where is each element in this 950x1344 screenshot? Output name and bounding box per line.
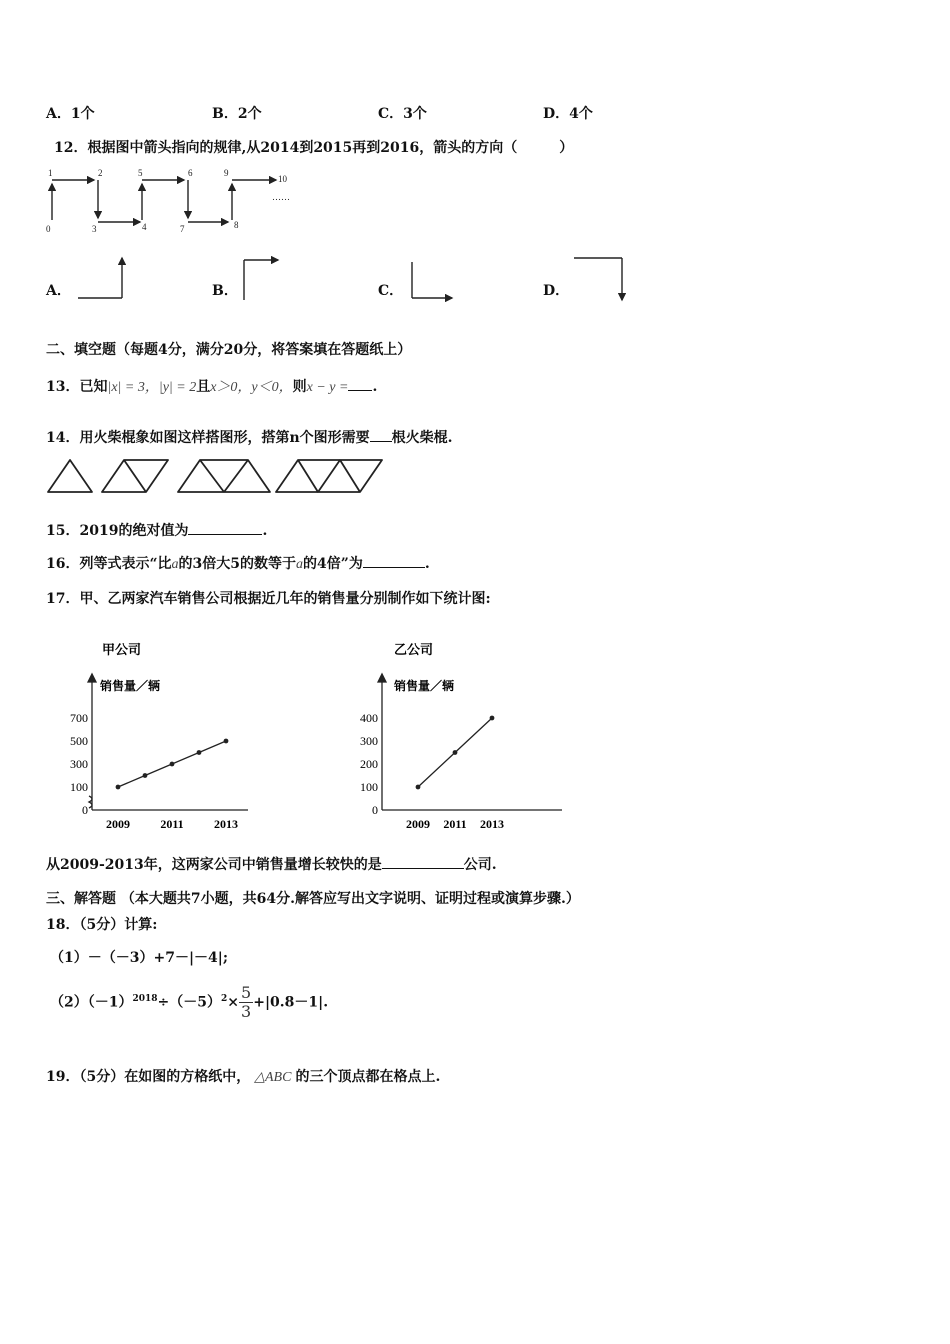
x-tick-label: 2011 (160, 817, 184, 831)
q19 (46, 1066, 440, 1086)
q14-n: n (289, 430, 300, 446)
answer-blank (188, 522, 262, 535)
chart-ylabel: 销售量／辆 (100, 679, 161, 693)
fig-label: 6 (188, 168, 193, 178)
option-a: A．1个 (46, 106, 95, 122)
q19-triangle: △ABC (254, 1070, 292, 1085)
q12-option-c-figure (404, 258, 460, 306)
q16-text: 16．列等式表示“比 (46, 556, 172, 572)
y-tick-label: 300 (360, 734, 378, 748)
q18-part2-text: × (227, 994, 240, 1011)
q18-part2-text: （2）（－1） (50, 994, 133, 1011)
q16 (46, 553, 430, 573)
q13-prefix: 13．已知 (46, 379, 108, 395)
q17-followup-text: 从2009-2013年，这两家公司中销售量增长较快的是 (46, 857, 382, 873)
q13-condition-1: |x| = 3，|y| = 2 (107, 380, 197, 395)
q16-var-a: a (296, 557, 304, 572)
fig-label: …… (272, 192, 290, 202)
q16-text: 的4倍”为 (303, 556, 363, 572)
y-tick-label: 200 (360, 757, 378, 771)
y-tick-label: 500 (70, 734, 88, 748)
data-point (143, 773, 148, 778)
y-tick-label: 100 (360, 780, 378, 794)
y-tick-label: 0 (372, 803, 378, 817)
section2-title: 二、填空题（每题4分，满分20分，将答案填在答题纸上） (46, 342, 412, 358)
q12-option-d-label: D． (543, 283, 570, 299)
fig-label: 10 (278, 174, 287, 184)
y-axis-arrow (378, 674, 386, 682)
q14 (46, 427, 453, 447)
fig-label: 7 (180, 224, 185, 234)
chart-jia-company (58, 636, 268, 836)
chart-title: 甲公司 (102, 642, 142, 657)
q18-part1: （1）－（－3）+7－|－4|; (50, 950, 229, 966)
fig-label: 5 (138, 168, 143, 178)
q18-part2-text: +|0.8－1|. (253, 994, 329, 1011)
y-axis-arrow (88, 674, 96, 682)
option-c: C．3个 (378, 106, 427, 122)
q14-text: 14．用火柴棍象如图这样搭图形，搭第 (46, 430, 290, 446)
fig-label: 0 (46, 224, 51, 234)
x-tick-label: 2009 (106, 817, 130, 831)
section3-title: 三、解答题 （本大题共7小题，共64分.解答应写出文字说明、证明过程或演算步骤.） (46, 891, 580, 907)
q17-followup (46, 854, 497, 874)
data-point (224, 739, 229, 744)
q14-text: 个图形需要 (299, 430, 370, 446)
q16-var-a: a (171, 557, 179, 572)
q13-condition-2: x＞0，y＜0， (210, 380, 293, 395)
data-point (170, 762, 175, 767)
chart-ylabel: 销售量／辆 (394, 679, 455, 693)
q12-option-b-label: B． (212, 283, 238, 299)
q12-option-a-figure (72, 250, 132, 304)
data-point (453, 750, 458, 755)
q12-option-c-label: C． (378, 283, 404, 299)
fig-label: 4 (142, 222, 147, 232)
fraction (239, 984, 253, 1021)
q12-option-d-figure (570, 250, 632, 306)
q19-text: 19．（5分）在如图的方格纸中， (46, 1069, 251, 1085)
q17-followup-end: 公司. (463, 857, 497, 873)
data-point (416, 785, 421, 790)
y-tick-label: 100 (70, 780, 88, 794)
exponent: 2018 (132, 993, 158, 1004)
q13-and: 且 (196, 379, 211, 395)
q15-end: . (262, 523, 268, 539)
fraction-numerator: 5 (241, 983, 252, 1002)
y-tick-label: 400 (360, 711, 378, 725)
answer-blank (363, 555, 425, 568)
option-b: B．2个 (212, 106, 262, 122)
q13-expression: x − y = (306, 380, 349, 395)
data-point (116, 785, 121, 790)
arrow-pattern-figure (42, 168, 302, 236)
q13 (46, 376, 377, 396)
x-tick-label: 2013 (480, 817, 504, 831)
q18-part2-text: ÷（－5） (157, 994, 222, 1011)
q19-text: 的三个顶点都在格点上. (295, 1069, 441, 1085)
answer-blank (382, 856, 464, 869)
q13-end: . (372, 379, 378, 395)
x-tick-label: 2013 (214, 817, 238, 831)
exponent: 2 (221, 993, 228, 1004)
q16-end: . (424, 556, 430, 572)
q18-part2 (50, 984, 328, 1021)
q17-stem: 17．甲、乙两家汽车销售公司根据近几年的销售量分别制作如下统计图: (46, 591, 491, 607)
q18-stem: 18．（5分）计算: (46, 917, 158, 933)
fig-label: 9 (224, 168, 229, 178)
fig-label: 1 (48, 168, 53, 178)
q16-text: 的3倍大5的数等于 (178, 556, 297, 572)
matchstick-figures (44, 456, 384, 496)
y-tick-label: 0 (82, 803, 88, 817)
q12-option-a-label: A． (46, 283, 71, 299)
q15-text: 15．2019的绝对值为 (46, 523, 189, 539)
fig-label: 3 (92, 224, 97, 234)
y-tick-label: 300 (70, 757, 88, 771)
q15 (46, 520, 267, 540)
chart-yi-company (350, 636, 570, 836)
y-tick-label: 700 (70, 711, 88, 725)
chart-title: 乙公司 (394, 642, 434, 657)
q12-stem: 12．根据图中箭头指向的规律,从2014到2015再到2016，箭头的方向（ ） (54, 140, 574, 156)
data-point (197, 750, 202, 755)
q14-text: 根火柴棍. (391, 430, 453, 446)
x-tick-label: 2011 (443, 817, 467, 831)
answer-blank (370, 429, 392, 442)
x-tick-label: 2009 (406, 817, 430, 831)
fig-label: 2 (98, 168, 103, 178)
fraction-denominator: 3 (241, 1002, 252, 1021)
q12-option-b-figure (236, 250, 286, 304)
data-point (490, 716, 495, 721)
fig-label: 8 (234, 220, 239, 230)
answer-blank (348, 378, 372, 391)
option-d: D．4个 (543, 106, 593, 122)
q13-then: 则 (292, 379, 307, 395)
